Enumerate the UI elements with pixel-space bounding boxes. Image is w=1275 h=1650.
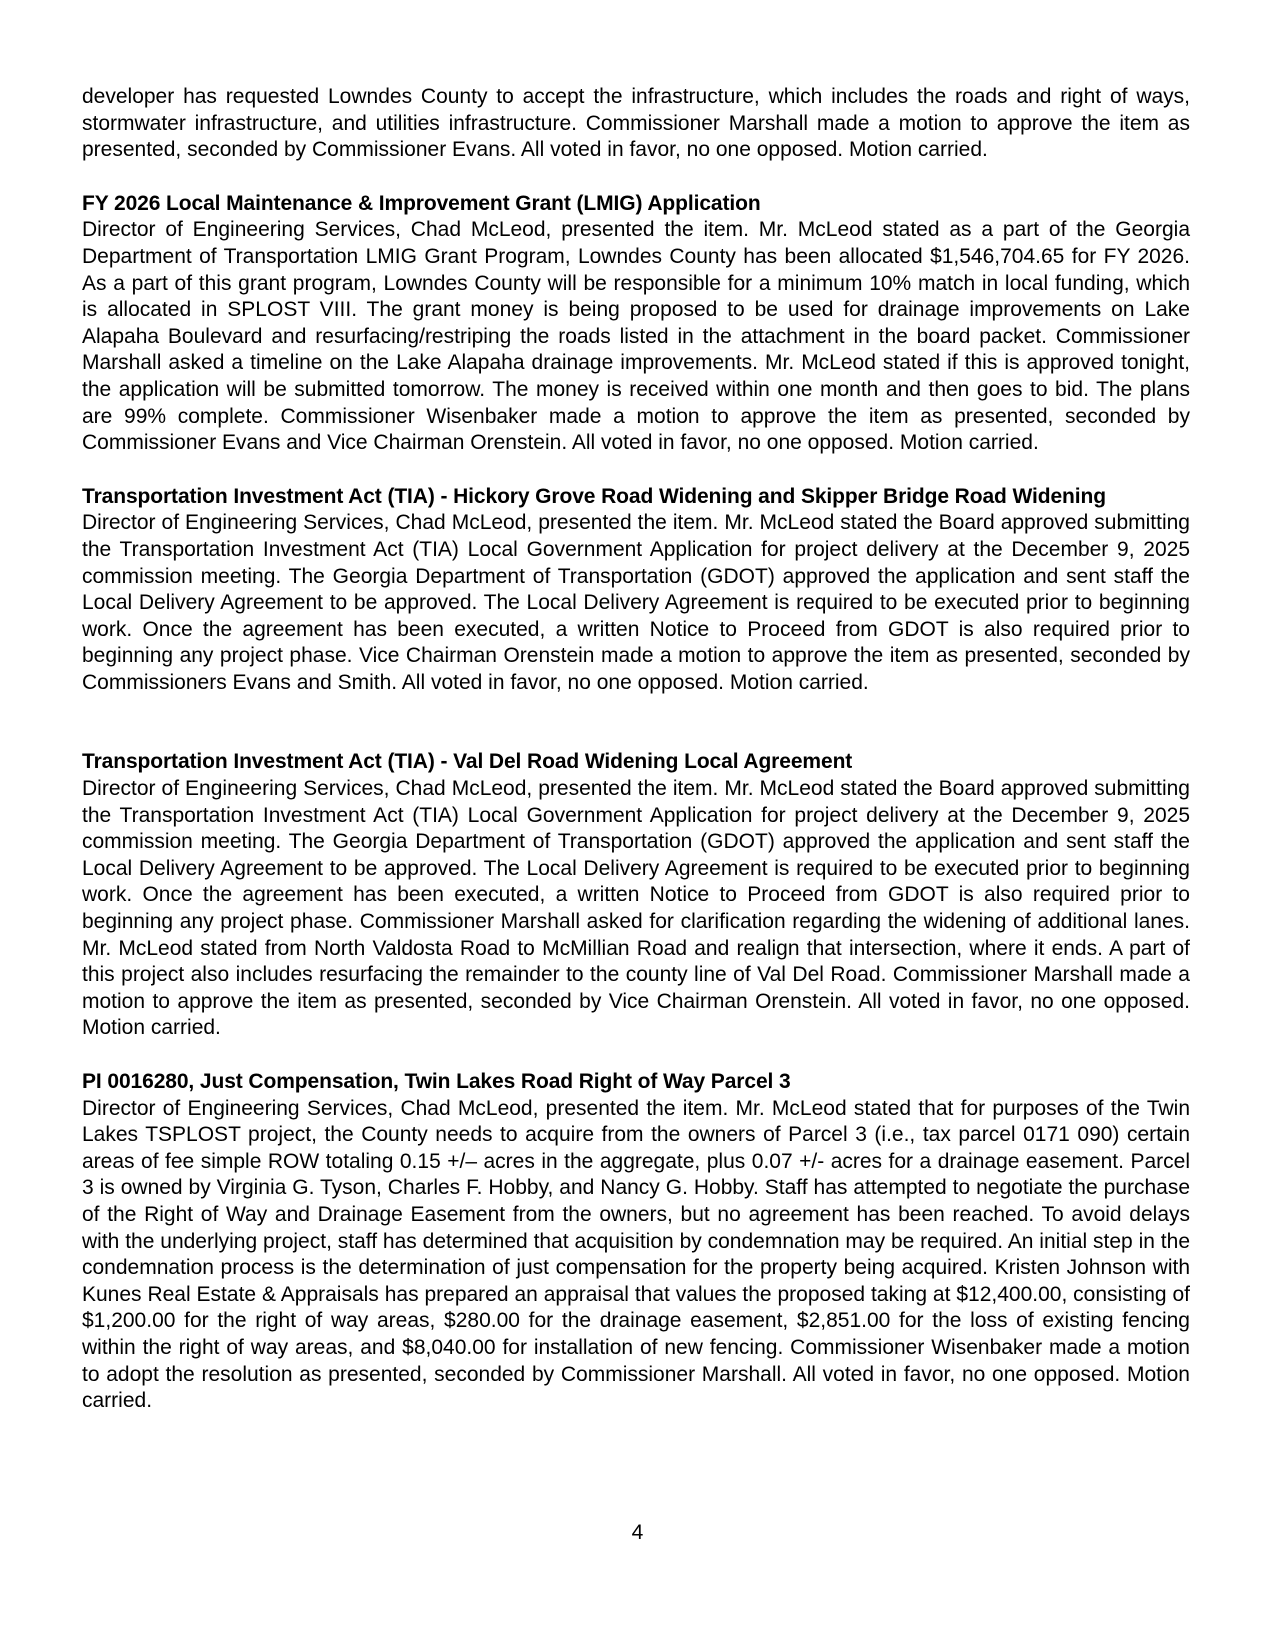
section-continued-infrastructure [82, 84, 1190, 164]
section-heading-tia-val-del: Transportation Investment Act (TIA) - Val Del Road Widening Local Agreement [82, 750, 853, 774]
section-body-tia-hickory-grove: Director of Engineering Services, Chad McLeod, presented the item. Mr. McLeod stated the Board approved submitting the Transportation Investment Act (TIA) Local Government Application for project delivery at the December 9, 2025 commission meeting. The Georgia Department of Transportation (GDOT) approved the application and sent staff the Local Delivery Agreement to be approved. The Local Delivery Agreement is required to be executed prior to beginning work. Once the agreement has been executed, a written Notice to Proceed from GDOT is also required prior to beginning any project phase. Vice Chairman Orenstein made a motion to approve the item as presented, seconded by Commissioners Evans and Smith. All voted in favor, no one opposed. Motion carried. [82, 511, 1190, 694]
section-tia-hickory-grove [82, 484, 1190, 697]
page-content [82, 84, 1190, 1415]
section-body-lmig-application: Director of Engineering Services, Chad McLeod, presented the item. Mr. McLeod stated as a part of the Georgia Department of Transportation LMIG Grant Program, Lowndes County has been allocated $1,546,704.65 for FY 2026. As a part of this grant program, Lowndes County will be responsible for a minimum 10% match in local funding, which is allocated in SPLOST VIII. The grant money is being proposed to be used for drainage improvements on Lake Alapaha Boulevard and resurfacing/restriping the roads listed in the attachment in the board packet. Commissioner Marshall asked a timeline on the Lake Alapaha drainage improvements. Mr. McLeod stated if this is approved tonight, the application will be submitted tomorrow. The money is received within one month and then goes to bid. The plans are 99% complete. Commissioner Wisenbaker made a motion to approve the item as presented, seconded by Commissioner Evans and Vice Chairman Orenstein. All voted in favor, no one opposed. Motion carried. [82, 218, 1190, 455]
section-heading-just-compensation-parcel-3: PI 0016280, Just Compensation, Twin Lakes Road Right of Way Parcel 3 [82, 1070, 791, 1093]
section-body-continued-infrastructure: developer has requested Lowndes County to accept the infrastructure, which includes the roads and right of ways, stormwater infrastructure, and utilities infrastructure. Commissioner Marshall made a motion to approve the item as presented, seconded by Commissioner Evans. All voted in favor, no one opposed. Motion carried. [82, 85, 1190, 162]
section-tia-val-del [82, 749, 1190, 1042]
section-heading-tia-hickory-grove: Transportation Investment Act (TIA) - Hickory Grove Road Widening and Skipper Bridge Road Widening [82, 484, 1106, 508]
section-just-compensation-parcel-3 [82, 1069, 1190, 1415]
section-lmig-application [82, 191, 1190, 457]
section-heading-lmig-application: FY 2026 Local Maintenance & Improvement Grant (LMIG) Application [82, 191, 761, 215]
page-number: 4 [631, 1521, 644, 1544]
section-body-just-compensation-parcel-3: Director of Engineering Services, Chad McLeod, presented the item. Mr. McLeod stated that for purposes of the Twin Lakes TSPLOST project, the County needs to acquire from the owners of Parcel 3 (i.e., tax parcel 0171 090) certain areas of fee simple ROW totaling 0.15 +/– acres in the aggregate, plus 0.07 +/- acres for a drainage easement. Parcel 3 is owned by Virginia G. Tyson, Charles F. Hobby, and Nancy G. Hobby. Staff has attempted to negotiate the purchase of the Right of Way and Drainage Easement from the owners, but no agreement has been reached. To avoid delays with the underlying project, staff has determined that acquisition by condemnation may be required. An initial step in the condemnation process is the determination of just compensation for the property being acquired. Kristen Johnson with Kunes Real Estate & Appraisals has prepared an appraisal that values the proposed taking at $12,400.00, consisting of $1,200.00 for the right of way areas, $280.00 for the drainage easement, $2,851.00 for the loss of existing fencing within the right of way areas, and $8,040.00 for installation of new fencing. Commissioner Wisenbaker made a motion to adopt the resolution as presented, seconded by Commissioner Marshall. All voted in favor, no one opposed. Motion carried. [82, 1096, 1190, 1413]
section-body-tia-val-del: Director of Engineering Services, Chad McLeod, presented the item. Mr. McLeod stated the Board approved submitting the Transportation Investment Act (TIA) Local Government Application for project delivery at the December 9, 2025 commission meeting. The Georgia Department of Transportation (GDOT) approved the application and sent staff the Local Delivery Agreement to be approved. The Local Delivery Agreement is required to be executed prior to beginning work. Once the agreement has been executed, a written Notice to Proceed from GDOT is also required prior to beginning any project phase. Commissioner Marshall asked for clarification regarding the widening of additional lanes. Mr. McLeod stated from North Valdosta Road to McMillian Road and realign that intersection, where it ends. A part of this project also includes resurfacing the remainder to the county line of Val Del Road. Commissioner Marshall made a motion to approve the item as presented, seconded by Vice Chairman Orenstein. All voted in favor, no one opposed. Motion carried. [82, 777, 1190, 1040]
